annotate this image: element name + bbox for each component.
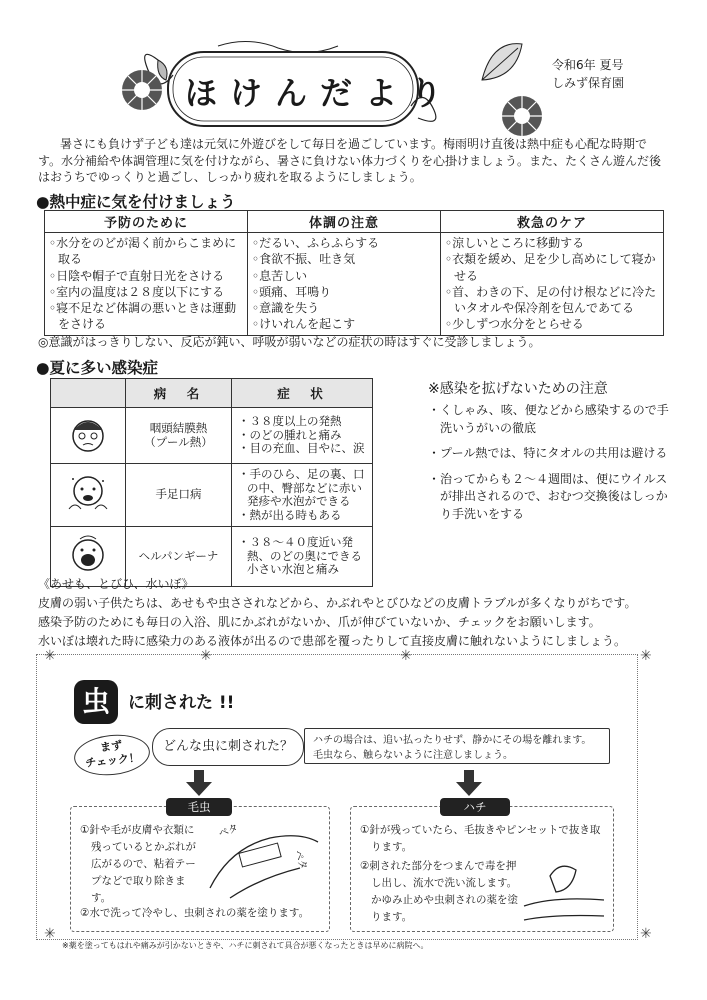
prevention-box-list (428, 402, 673, 523)
list-item: ◦涼しいところに移動する (445, 236, 585, 250)
bug-kanji-badge: 虫 (74, 680, 118, 724)
intro-text: 暑さにも負けず子ども達は元気に外遊びをして毎日を過ごしています。梅雨明け直後は熱中症も心配な時期です。水分補給や体調管理に気を付けながら、暑さに負けない体力づくりを心掛けましょう。また、たくさん遊んだ後はおうちでゆっくりと過ごし、しっかり疲れを取るようにしましょう。 (38, 137, 662, 184)
bee-step2 (360, 858, 522, 926)
sfx-text: ペタ (217, 822, 240, 840)
symptom-item: ・３８～４０度近い発熱、のどの奥にできる小さい水泡と痛み (238, 535, 362, 577)
heatstroke-heading: ●熱中症に気を付けましょう (36, 193, 236, 211)
child-face-illustration (51, 408, 126, 464)
morning-glory-icon (118, 56, 176, 118)
list-item: ◦寝不足など体調の悪いときは運動をさける (49, 301, 237, 332)
arrow-down-icon (456, 770, 482, 796)
school-name: しみず保育園 (552, 76, 625, 90)
leaf-icon (478, 40, 526, 84)
skin-heading: 《あせも、とびひ、水いぼ》 (38, 577, 194, 591)
step-item: ①針が残っていたら、毛抜きやピンセットで抜き取ります。 (360, 824, 601, 853)
bug-title: に刺された !! (128, 693, 235, 713)
symptom-item: ・３８度以上の発熱 (238, 414, 342, 429)
rash-child-icon (63, 471, 113, 515)
col-care: 救急のケア (441, 211, 664, 233)
symptoms-cell (248, 233, 441, 336)
sparkle-icon: ✳ (400, 648, 412, 664)
col-prevention: 予防のために (45, 211, 248, 233)
list-item: ◦食欲不振、吐き気 (252, 252, 356, 267)
caterpillar-label: 毛虫 (166, 798, 232, 816)
care-cell (441, 233, 664, 336)
symptom-item: ・目の充血、目やに、涙 (238, 441, 365, 456)
skin-line: 皮膚の弱い子供たちは、あせもや虫さされなどから、かぶれやとびひなどの皮膚トラブルが多くなりがちです。 (38, 596, 637, 610)
heatstroke-notice: ◎意識がはっきりしない、反応が鈍い、呼吸が弱いなどの症状の時はすぐに受診しましょう。 (38, 335, 541, 349)
list-item: ◦息苦しい (252, 268, 308, 283)
list-item: ◦衣類を緩め、足を少し高めにして寝かせる (445, 252, 656, 283)
sparkle-icon: ✳ (200, 648, 212, 664)
symptom-item: ・手のひら、足の裏、口の中、臀部などに赤い発疹や水泡ができる (238, 467, 365, 508)
disease-name (126, 408, 232, 464)
list-item: ◦日陰や帽子で直射日光をさける (49, 268, 225, 283)
sfx-text: ペタ (291, 848, 309, 872)
which-bug-question: どんな虫に刺された？ (152, 728, 304, 766)
skin-line: 水いぼは壊れた時に感染力のある液体が出るので患部を覆ったりして直接皮膚に触れないようにしましょう。 (38, 634, 627, 648)
list-item: ◦室内の温度は２８度以下にする (49, 284, 225, 299)
skin-line: 感染予防のためにも毎日の入浴、肌にかぶれがないか、爪が伸びていないか、チェックをお願いします。 (38, 615, 601, 629)
infections-table (50, 378, 373, 587)
sparkle-icon: ✳ (44, 648, 56, 664)
sparkle-icon: ✳ (44, 926, 56, 942)
child-rash-illustration (51, 464, 126, 527)
caterpillar-steps (80, 822, 198, 907)
list-item: ◦水分をのどが渇く前からこまめに取る (49, 236, 237, 267)
list-item: ・プール熱では、特にタオルの共用は避ける (428, 446, 668, 460)
page-title: ほけんだより (185, 74, 456, 112)
list-item: ◦意識を失う (252, 301, 320, 316)
issue-label: 令和6年 夏号 (552, 58, 624, 72)
step-item: ②刺された部分をつまんで毒を押し出し、流水で洗い流します。かゆみ止めや虫刺されの薬を塗ります。 (360, 860, 518, 923)
check-first-tag: まず チェック！ (72, 731, 152, 779)
symptom-item: ・熱が出る時もある (238, 507, 342, 522)
sparkle-icon: ✳ (640, 926, 652, 942)
col-disease-name: 病 名 (126, 379, 232, 408)
col-disease-symptoms: 症 状 (232, 379, 373, 408)
bee-label: ハチ (440, 798, 510, 816)
step-item: ①針や毛が皮膚や衣類に残っているとかぶれが広がるので、粘着テープなどで取り除きます。 (80, 824, 196, 904)
list-item: ◦少しずつ水分をとらせる (445, 317, 584, 332)
disease-name: 手足口病 (126, 464, 232, 527)
heatstroke-table (44, 210, 664, 336)
disease-symptoms (232, 408, 373, 464)
list-item: ・くしゃみ、咳、便などから感染するので手洗いうがいの徹底 (428, 403, 669, 435)
list-item: ◦頭痛、耳鳴り (252, 284, 332, 299)
step-item: ②水で洗って冷やし、虫刺されの薬を塗ります。 (80, 907, 310, 919)
footnote: ※薬を塗ってもはれや痛みが引かないときや、ハチに刺されて具合が悪くなったときは早めに病院へ。 (62, 941, 429, 950)
issue-info (552, 56, 624, 92)
sick-child-icon (66, 414, 110, 454)
prevention-box-title: ※感染を拡げないための注意 (428, 381, 608, 397)
bug-info-line: ハチの場合は、追い払ったりせず、静かにその場を離れます。 (313, 735, 592, 746)
squeeze-arm-illustration (520, 856, 608, 926)
list-item: ◦だるい、ふらふらする (252, 236, 380, 250)
bug-info-line: 毛虫なら、触らないように注意しましょう。 (313, 750, 513, 761)
bug-info-box (304, 728, 610, 764)
skin-section (38, 575, 678, 651)
disease-symptoms (232, 464, 373, 527)
list-item: ・治ってからも２～４週間は、便にウイルスが排出されるので、おむつ交換後はしっかり手洗いをする (428, 471, 668, 521)
infections-heading: ●夏に多い感染症 (36, 359, 159, 377)
open-mouth-child-icon (66, 533, 110, 577)
disease-name-text: 咽頭結膜熱 （プール熱） (144, 421, 213, 449)
bee-step1 (360, 822, 606, 856)
prevention-cell (45, 233, 248, 336)
col-symptoms: 体調の注意 (248, 211, 441, 233)
list-item: ◦首、わきの下、足の付け根などに冷たいタオルや保冷剤を包んであてる (445, 284, 657, 316)
symptom-item: ・のどの腫れと痛み (238, 427, 342, 442)
caterpillar-step2 (80, 905, 324, 922)
arrow-down-icon (186, 770, 212, 796)
disease-name: ヘルパンギーナ (126, 527, 232, 587)
sparkle-icon: ✳ (640, 648, 652, 664)
list-item: ◦けいれんを起こす (252, 317, 356, 332)
